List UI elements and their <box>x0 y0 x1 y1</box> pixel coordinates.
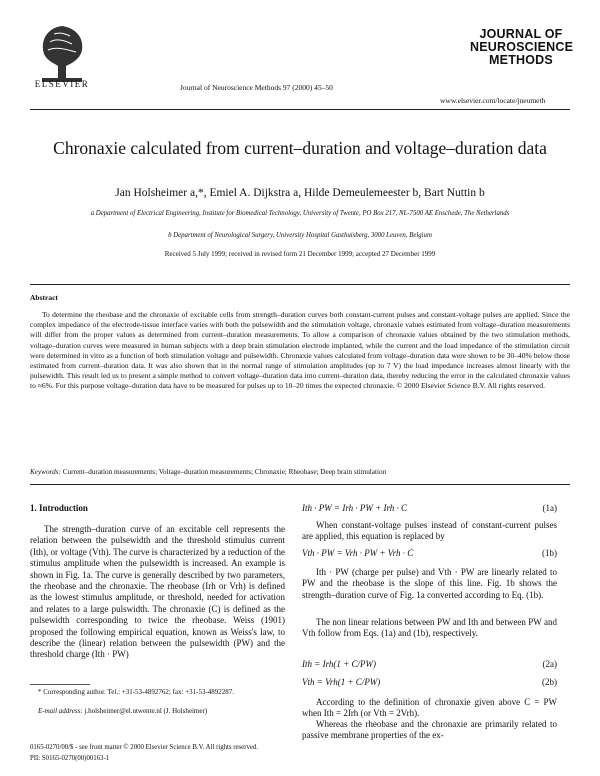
equation-1a-number: (1a) <box>542 503 557 513</box>
elsevier-tree-logo <box>36 22 88 84</box>
paragraph-charge-per-pulse: Ith · PW (charge per pulse) and Vth · PW are linearly related to PW and the rheobase is the slope of this line. Fig. 1b shows the strength–duration curve of Fig. 1a converted according to Eq. (1b). <box>302 567 557 600</box>
equation-1a <box>302 503 557 513</box>
paragraph-membrane-properties: Whereas the rheobase and the chronaxie are primarily related to passive membrane properties of the ex- <box>302 719 557 741</box>
pii-line: PII: S0165-0270(00)00163-1 <box>30 755 110 762</box>
abstract-divider <box>30 284 570 285</box>
journal-title: JOURNAL OF NEUROSCIENCE METHODS <box>470 27 574 67</box>
journal-url[interactable]: www.elsevier.com/locate/jneumeth <box>440 96 546 105</box>
paragraph-constant-voltage: When constant-voltage pulses instead of constant-current pulses are applied, this equation is replaced by <box>302 520 557 542</box>
keywords-divider <box>30 484 570 485</box>
keywords-label: Keywords: <box>30 468 61 476</box>
author-list: Jan Holsheimer a,*, Emiel A. Dijkstra a, Hilde Demeulemeester b, Bart Nuttin b <box>115 187 485 199</box>
email-footnote <box>30 707 285 715</box>
equation-1b-body: Vth · PW = Vrh · PW + Vrh · C <box>302 548 414 558</box>
equation-2a-number: (2a) <box>542 659 557 669</box>
corresponding-author-footnote: * Corresponding author. Tel.: +31-53-4892762; fax: +31-53-4892287. <box>38 688 235 696</box>
paragraph-chronaxie-definition: According to the definition of chronaxie given above C = PW when Ith = 2Irh (or Vth = 2Vrh). <box>302 697 557 719</box>
journal-citation: Journal of Neuroscience Methods 97 (2000) 45–50 <box>180 83 333 92</box>
abstract-text: To determine the rheobase and the chronaxie of excitable cells from strength–duration curves both constant-current pulses and constant-voltage pulses are applied. Since the complex impedance of the electrode-tissue interface varies with both the pulsewidth and the stimulation voltage, chronaxie values estimated from voltage–duration measurements will differ from the proper values as determined from current–duration measurements. To allow a comparison of chronaxie values obtained by the two stimulation methods, voltage–duration curves were measured in human subjects with a deep brain stimulation electrode implanted, while the current and the load impedance of the stimulation circuit were determined in vitro as a function of both stimulation voltage and pulsewidth. Chronaxie values calculated from voltage–duration data were shown to be 30–40% below those estimated from current–duration data. It was also shown that in the normal range of stimulation amplitudes (up to 7 V) the load impedance increases almost linearly with the pulsewidth. This result led us to present a simple method to convert voltage–duration data into current–duration data, thereby reducing the error in the calculated chronaxie values to ≈6%. For this purpose voltage–duration data have to be measured for pulses up to 10–20 times the expected chronaxie. © 2000 Elsevier Science B.V. All rights reserved. <box>30 310 570 391</box>
affiliation-a: a Department of Electrical Engineering, Institute for Biomedical Technology, University of Twente, PO Box 217, NL-7500 AE Enschede, The Netherlands <box>90 210 510 217</box>
abstract-heading: Abstract <box>30 293 58 302</box>
affiliation-b: b Department of Neurological Surgery, University Hospital Gasthuisberg, 3000 Leuven, Belgium <box>168 232 432 239</box>
publisher-name: ELSEVIER <box>34 79 90 89</box>
equation-1b <box>302 548 557 558</box>
article-title: Chronaxie calculated from current–duration and voltage–duration data <box>53 138 547 158</box>
equation-2b-body: Vth = Vrh(1 + C/PW) <box>302 677 381 687</box>
equation-1b-number: (1b) <box>542 548 557 558</box>
equation-2a-body: Ith = Irh(1 + C/PW) <box>302 659 376 669</box>
intro-paragraph: The strength–duration curve of an excitable cell represents the relation between the pulsewidth and the threshold stimulus current (Ith), or voltage (Vth). The curve is characterized by a reduction of the stimulus amplitude when the pulsewidth is increased. An example is shown in Fig. 1a. The curve is generally described by two parameters, the rheobase and the chronaxie. The rheobase (Irh or Vrh) is defined as the lowest stimulus amplitude, or threshold, needed for activation and relates to a large pulswidth. The chronaxie (C) is defined as the pulsewidth corresponding to twice the rheobase. Weiss (1901) proposed the following empirical equation, known as Weiss's law, to describe the (linear) relation between the pulsewidth (PW) and the threshold charge (Ith · PW) <box>30 524 285 660</box>
footnote-divider <box>30 684 90 685</box>
equation-2a <box>302 659 557 669</box>
equation-2b-number: (2b) <box>542 677 557 687</box>
header-divider <box>30 109 570 110</box>
email-address[interactable]: j.holsheimer@el.utwente.nl (J. Holsheimer) <box>84 707 208 715</box>
received-dates: Received 5 July 1999; received in revised form 21 December 1999; accepted 27 December 1999 <box>164 250 436 258</box>
equation-1a-body: Ith · PW = Irh · PW + Irh · C <box>302 503 408 513</box>
equation-2b <box>302 677 557 687</box>
email-label: E-mail address: <box>38 707 83 715</box>
paragraph-nonlinear-relations: The non linear relations between PW and Ith and between PW and Vth follow from Eqs. (1a) and (1b), respectively. <box>302 617 557 639</box>
copyright-line: 0165-0270/00/$ - see front matter © 2000 Elsevier Science B.V. All rights reserved. <box>30 744 258 751</box>
keywords-text: Current–duration measurements; Voltage–duration measurements; Chronaxie; Rheobase; Deep brain stimulation <box>62 468 387 476</box>
section-heading-introduction: 1. Introduction <box>30 503 88 513</box>
keywords-line <box>30 468 570 476</box>
